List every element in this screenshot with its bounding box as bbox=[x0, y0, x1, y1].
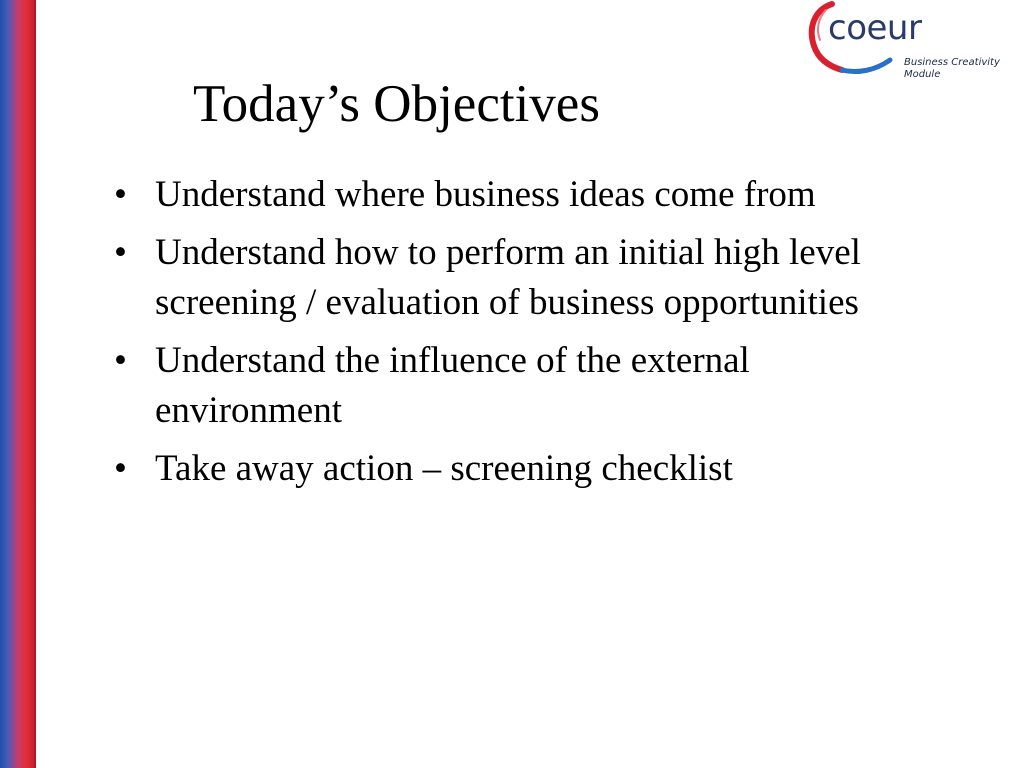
logo-tagline: Business Creativity Module bbox=[904, 57, 1000, 80]
list-item bbox=[114, 170, 894, 220]
list-item-text: Understand how to perform an initial high level screening / evaluation of business opportunities bbox=[155, 232, 861, 323]
side-bar-edge bbox=[34, 0, 36, 768]
bullet-icon: • bbox=[114, 174, 127, 215]
bullet-icon: • bbox=[114, 340, 127, 381]
list-item-text: Understand the influence of the external environment bbox=[155, 340, 750, 431]
logo-wordmark: coeur bbox=[828, 8, 922, 48]
bullet-icon: • bbox=[114, 232, 127, 273]
bullet-icon: • bbox=[114, 448, 127, 489]
list-item-text: Take away action – screening checklist bbox=[155, 448, 733, 489]
list-item-text: Understand where business ideas come from bbox=[155, 174, 816, 215]
list-item bbox=[114, 336, 894, 436]
list-item bbox=[114, 444, 894, 494]
objectives-list bbox=[114, 170, 894, 502]
list-item bbox=[114, 228, 894, 328]
side-color-bar bbox=[0, 0, 34, 768]
slide-title: Today’s Objectives bbox=[193, 75, 600, 133]
coeur-logo bbox=[806, 0, 1016, 86]
